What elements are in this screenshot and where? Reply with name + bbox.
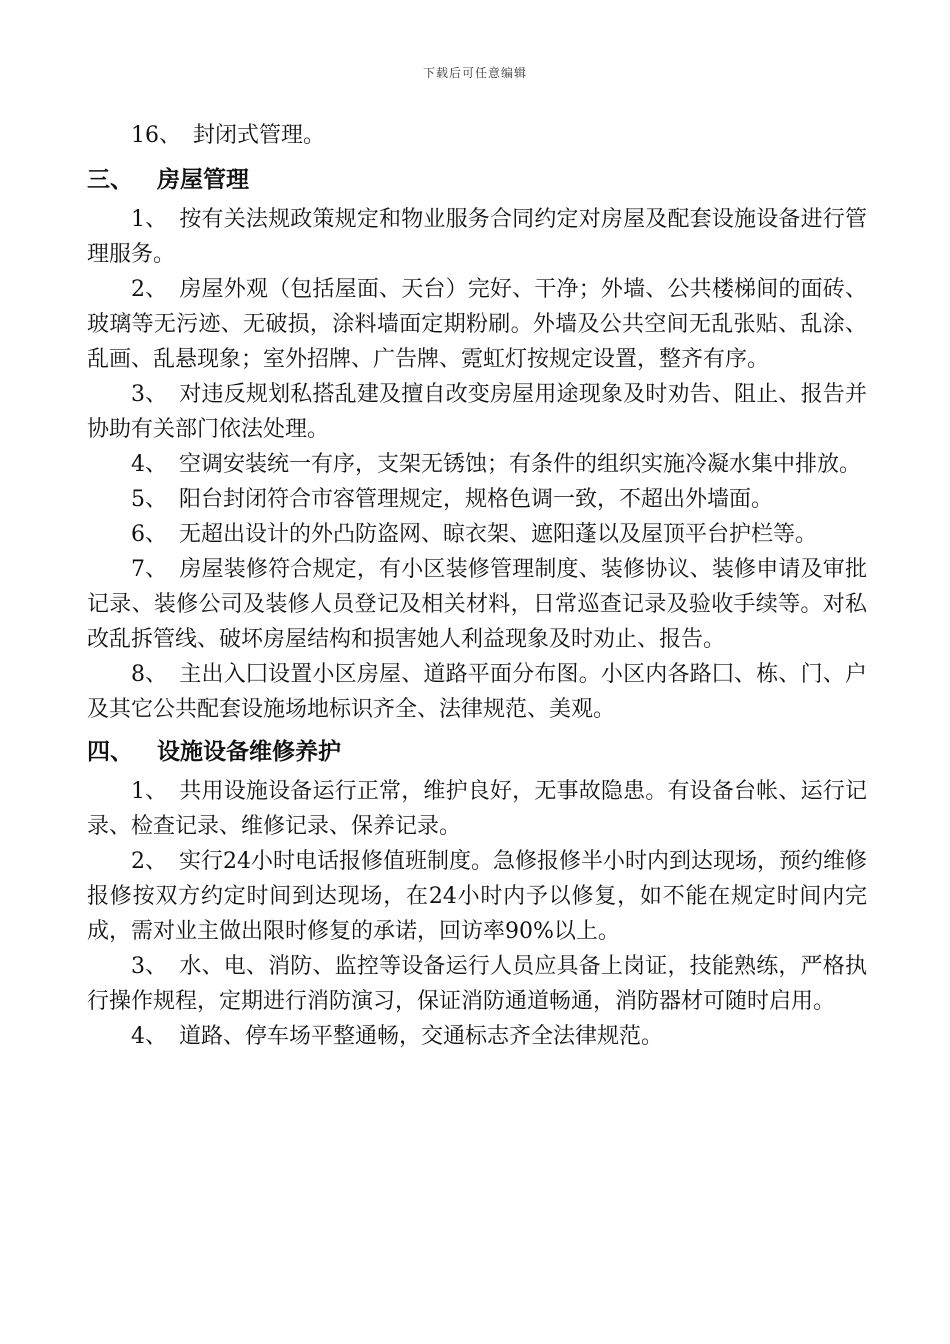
item-text: 房屋外观（包括屋面、天台）完好、干净；外墙、公共楼梯间的面砖、玻璃等无污迹、无破损，涂料墙面定期粉刷。外墙及公共空间无乱张贴、乱涂、乱画、乱悬现象；室外招牌、广告牌、霓虹灯按规定设置，整齐有序。 bbox=[87, 277, 867, 372]
section3-item-6 bbox=[87, 517, 867, 552]
item-text: 封闭式管理。 bbox=[193, 123, 326, 148]
section3-item-7 bbox=[87, 552, 867, 657]
item-number: 2、 bbox=[131, 277, 168, 302]
item-text: 空调安装统一有序，支架无锈蚀；有条件的组织实施冷凝水集中排放。 bbox=[179, 452, 862, 477]
item-number: 8、 bbox=[131, 662, 168, 687]
item-number: 3、 bbox=[131, 954, 168, 979]
item-number: 4、 bbox=[131, 452, 167, 477]
section3-item-1 bbox=[87, 202, 867, 272]
section3-item-3 bbox=[87, 377, 867, 447]
item-text: 共用设施设备运行正常，维护良好，无事故隐患。有设备台帐、运行记录、检查记录、维修记录、保养记录。 bbox=[87, 779, 867, 839]
item-text: 对违反规划私搭乱建及擅自改变房屋用途现象及时劝告、阻止、报告并协助有关部门依法处理。 bbox=[87, 382, 867, 442]
intro-item bbox=[87, 118, 867, 153]
section3-item-5 bbox=[87, 482, 867, 517]
item-number: 1、 bbox=[131, 779, 168, 804]
item-text: 水、电、消防、监控等设备运行人员应具备上岗证，技能熟练，严格执行操作规程，定期进行消防演习，保证消防通道畅通，消防器材可随时启用。 bbox=[87, 954, 867, 1014]
section-heading-4 bbox=[87, 735, 867, 770]
item-text: 房屋装修符合规定，有小区装修管理制度、装修协议、装修申请及审批记录、装修公司及装修人员登记及相关材料，日常巡查记录及验收手续等。对私改乱拆管线、破坏房屋结构和损害她人利益现象及时劝止、报告。 bbox=[87, 557, 867, 652]
item-text: 无超出设计的外凸防盗网、晾衣架、遮阳蓬以及屋顶平台护栏等。 bbox=[179, 522, 818, 547]
item-number: 5、 bbox=[131, 487, 167, 512]
item-text: 阳台封闭符合市容管理规定，规格色调一致，不超出外墙面。 bbox=[179, 487, 774, 512]
section3-item-4 bbox=[87, 447, 867, 482]
section3-item-2 bbox=[87, 272, 867, 377]
item-text: 按有关法规政策规定和物业服务合同约定对房屋及配套设施设备进行管理服务。 bbox=[87, 207, 867, 267]
section3-item-8 bbox=[87, 657, 867, 727]
section4-item-4 bbox=[87, 1019, 867, 1054]
section-title: 房屋管理 bbox=[157, 167, 249, 193]
page-header: 下载后可任意编辑 bbox=[422, 66, 527, 80]
section-number: 三、 bbox=[87, 167, 133, 193]
section-heading-3 bbox=[87, 163, 867, 198]
section-number: 四、 bbox=[87, 739, 133, 765]
section4-item-3 bbox=[87, 949, 867, 1019]
item-number: 3、 bbox=[131, 382, 168, 407]
item-number: 1、 bbox=[131, 207, 168, 232]
item-number: 4、 bbox=[131, 1024, 167, 1049]
section-title: 设施设备维修养护 bbox=[157, 739, 341, 765]
item-number: 16、 bbox=[131, 123, 181, 148]
document-body bbox=[87, 118, 867, 1054]
item-text: 道路、停车场平整通畅，交通标志齐全法律规范。 bbox=[179, 1024, 664, 1049]
section4-item-1 bbox=[87, 774, 867, 844]
item-number: 7、 bbox=[131, 557, 168, 582]
item-number: 6、 bbox=[131, 522, 167, 547]
section4-item-2 bbox=[87, 844, 867, 949]
item-text: 实行24小时电话报修值班制度。急修报修半小时内到达现场，预约维修报修按双方约定时间到达现场，在24小时内予以修复，如不能在规定时间内完成，需对业主做出限时修复的承诺，回访率90%以上。 bbox=[87, 849, 867, 944]
item-number: 2、 bbox=[131, 849, 167, 874]
item-text: 主出入囗设置小区房屋、道路平面分布图。小区内各路囗、栋、门、户及其它公共配套设施场地标识齐全、法律规范、美观。 bbox=[87, 662, 867, 722]
